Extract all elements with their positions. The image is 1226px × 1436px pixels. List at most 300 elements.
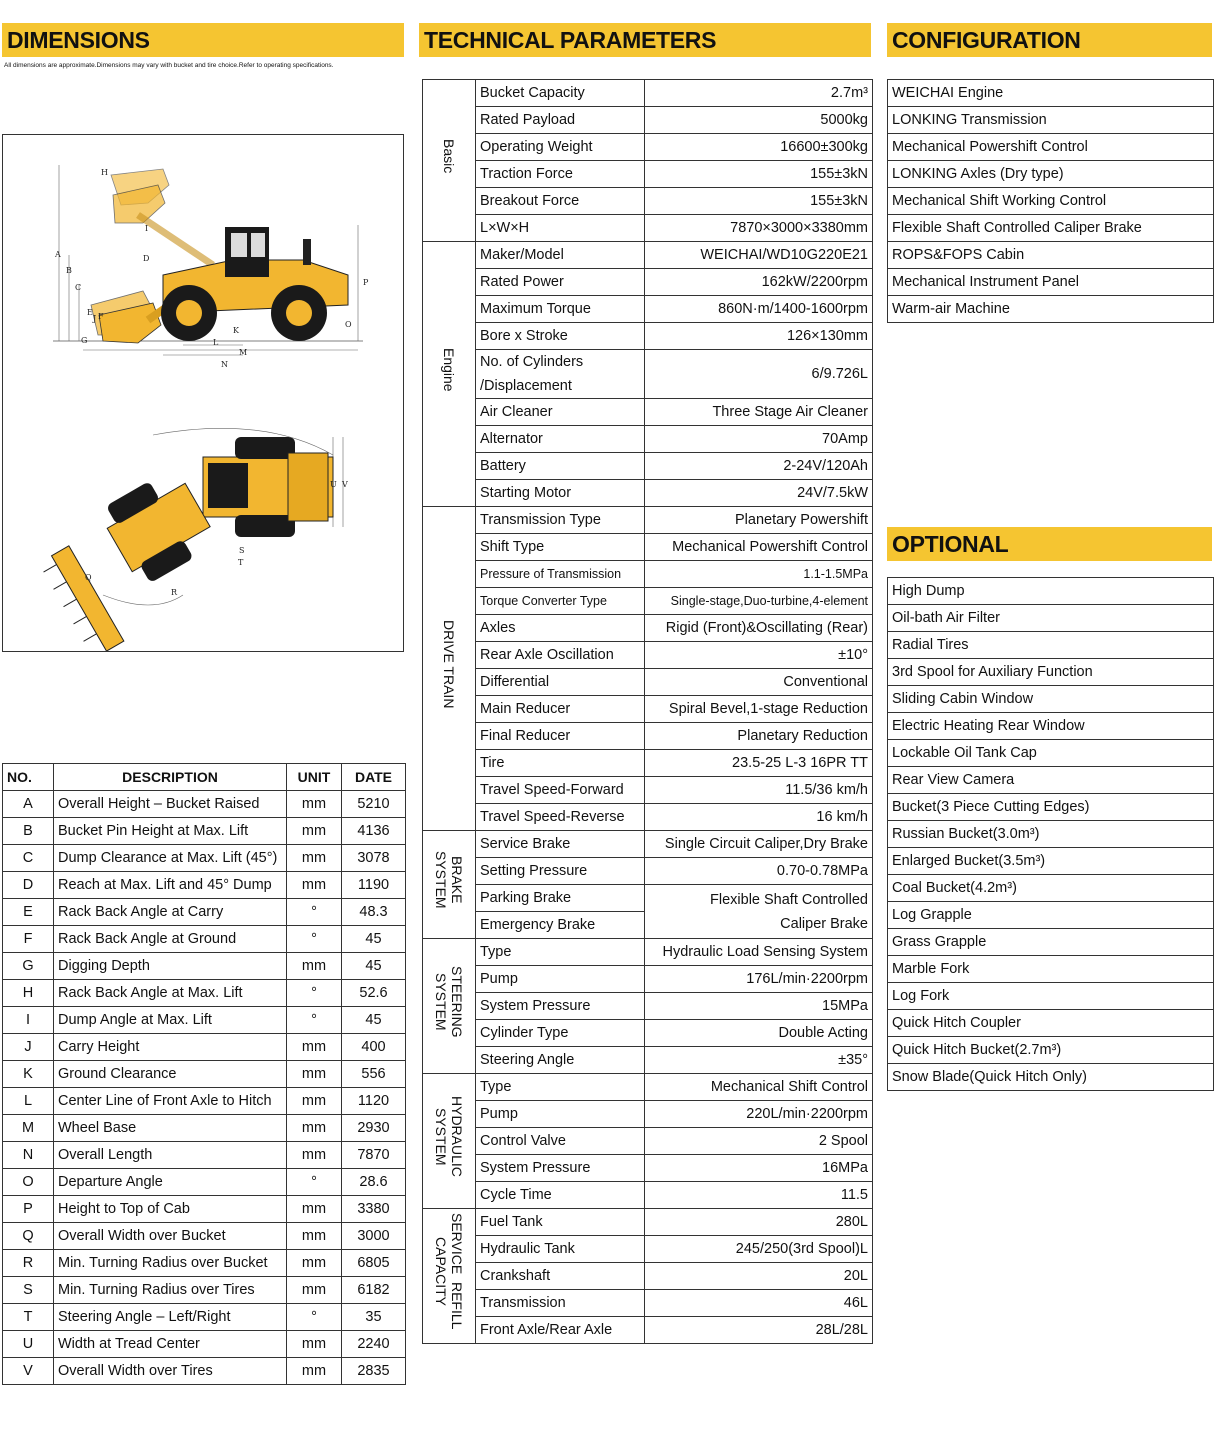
dimension-value: 1190 — [342, 872, 406, 899]
dimension-letter-s: S — [239, 546, 245, 555]
configuration-item: ROPS&FOPS Cabin — [888, 242, 1214, 269]
dimension-letter-h: H — [101, 168, 108, 177]
dimension-description: Rack Back Angle at Carry — [54, 899, 287, 926]
tech-row — [423, 1101, 873, 1128]
tech-group-name: STEERING SYSTEM — [433, 965, 465, 1038]
dimension-letter-n: N — [221, 360, 228, 369]
tech-param-name: Rated Payload — [476, 107, 645, 134]
optional-item: High Dump — [888, 578, 1214, 605]
tech-param-value: 20L — [645, 1263, 873, 1290]
tech-param-name: Rated Power — [476, 269, 645, 296]
dimension-code: J — [3, 1034, 54, 1061]
configuration-row — [888, 215, 1214, 242]
optional-row — [888, 983, 1214, 1010]
optional-row — [888, 659, 1214, 686]
dimension-row — [3, 980, 406, 1007]
dimension-code: L — [3, 1088, 54, 1115]
tech-param-value: 155±3kN — [645, 161, 873, 188]
dimension-row — [3, 1088, 406, 1115]
machine-diagram — [2, 134, 404, 652]
dimension-row — [3, 872, 406, 899]
dimension-unit: mm — [287, 953, 342, 980]
dimension-value: 3078 — [342, 845, 406, 872]
tech-param-name: Torque Converter Type — [476, 588, 645, 615]
tech-param-value: Planetary Reduction — [645, 723, 873, 750]
dimension-unit: mm — [287, 1277, 342, 1304]
tech-param-value: 1.1-1.5MPa — [645, 561, 873, 588]
tech-param-value: 15MPa — [645, 993, 873, 1020]
tech-param-name: Front Axle/Rear Axle — [476, 1317, 645, 1344]
dimension-value: 556 — [342, 1061, 406, 1088]
tech-param-name: Fuel Tank — [476, 1209, 645, 1236]
dimension-value: 6182 — [342, 1277, 406, 1304]
tech-param-name: System Pressure — [476, 993, 645, 1020]
tech-row — [423, 858, 873, 885]
tech-row — [423, 1317, 873, 1344]
column-no: NO. — [3, 764, 54, 791]
configuration-item: Flexible Shaft Controlled Caliper Brake — [888, 215, 1214, 242]
tech-param-name: Travel Speed-Reverse — [476, 804, 645, 831]
dimension-description: Dump Clearance at Max. Lift (45°) — [54, 845, 287, 872]
tech-row — [423, 323, 873, 350]
dimension-description: Overall Height – Bucket Raised — [54, 791, 287, 818]
tech-row — [423, 966, 873, 993]
tech-param-value: 860N·m/1400-1600rpm — [645, 296, 873, 323]
optional-row — [888, 929, 1214, 956]
tech-param-value: 220L/min·2200rpm — [645, 1101, 873, 1128]
dimension-value: 48.3 — [342, 899, 406, 926]
optional-item: Electric Heating Rear Window — [888, 713, 1214, 740]
configuration-row — [888, 269, 1214, 296]
dimension-unit: mm — [287, 1358, 342, 1385]
tech-group-name: HYDRAULIC SYSTEM — [433, 1096, 465, 1177]
tech-param-value: 2-24V/120Ah — [645, 453, 873, 480]
dimension-unit: ° — [287, 980, 342, 1007]
tech-param-value: 24V/7.5kW — [645, 480, 873, 507]
dimension-value: 3000 — [342, 1223, 406, 1250]
dimension-value: 45 — [342, 926, 406, 953]
optional-row — [888, 902, 1214, 929]
dimension-unit: ° — [287, 1304, 342, 1331]
dimension-row — [3, 926, 406, 953]
dimension-code: P — [3, 1196, 54, 1223]
tech-param-value: Planetary Powershift — [645, 507, 873, 534]
configuration-item: Mechanical Powershift Control — [888, 134, 1214, 161]
dimension-value: 35 — [342, 1304, 406, 1331]
configuration-row — [888, 296, 1214, 323]
tech-row — [423, 1155, 873, 1182]
tech-row — [423, 993, 873, 1020]
side-view — [53, 165, 363, 355]
dimension-row — [3, 791, 406, 818]
dimensions-note: All dimensions are approximate.Dimensions may vary with bucket and tire choice.Refer to operating specifications. — [4, 62, 334, 69]
dimension-value: 2835 — [342, 1358, 406, 1385]
tech-param-name: Pump — [476, 1101, 645, 1128]
top-view — [39, 428, 343, 652]
dimension-row — [3, 1277, 406, 1304]
dimension-code: E — [3, 899, 54, 926]
tech-param-value: ±10° — [645, 642, 873, 669]
tech-row — [423, 1020, 873, 1047]
dimension-description: Rack Back Angle at Max. Lift — [54, 980, 287, 1007]
dimension-letter-b: B — [66, 266, 72, 275]
tech-param-value: 245/250(3rd Spool)L — [645, 1236, 873, 1263]
tech-param-value: 70Amp — [645, 426, 873, 453]
tech-group-name: Basic — [441, 138, 457, 174]
dimension-description: Overall Width over Bucket — [54, 1223, 287, 1250]
optional-row — [888, 1037, 1214, 1064]
dimension-value: 1120 — [342, 1088, 406, 1115]
dimension-letter-r: R — [171, 588, 178, 597]
optional-item: Rear View Camera — [888, 767, 1214, 794]
dimension-description: Dump Angle at Max. Lift — [54, 1007, 287, 1034]
dimension-row — [3, 818, 406, 845]
dimension-letter-i: I — [145, 224, 149, 233]
tech-param-name: Battery — [476, 453, 645, 480]
dimension-code: Q — [3, 1223, 54, 1250]
tech-param-value: 0.70-0.78MPa — [645, 858, 873, 885]
dimension-unit: mm — [287, 872, 342, 899]
dimensions-table — [2, 763, 406, 1385]
dimension-description: Overall Length — [54, 1142, 287, 1169]
tech-param-name: Differential — [476, 669, 645, 696]
dimension-row — [3, 1358, 406, 1385]
tech-param-value: ±35° — [645, 1047, 873, 1074]
dimension-code: O — [3, 1169, 54, 1196]
tech-param-value: 11.5/36 km/h — [645, 777, 873, 804]
optional-row — [888, 1010, 1214, 1037]
tech-group-label — [423, 831, 476, 939]
dimension-unit: mm — [287, 845, 342, 872]
dimension-value: 45 — [342, 1007, 406, 1034]
optional-row — [888, 578, 1214, 605]
tech-row — [423, 269, 873, 296]
tech-param-value: 16600±300kg — [645, 134, 873, 161]
optional-item: Lockable Oil Tank Cap — [888, 740, 1214, 767]
configuration-table — [887, 79, 1214, 323]
tech-group-label — [423, 80, 476, 242]
dimension-description: Min. Turning Radius over Tires — [54, 1277, 287, 1304]
tech-param-name: Rear Axle Oscillation — [476, 642, 645, 669]
dimension-letter-d: D — [143, 254, 150, 263]
dimension-description: Center Line of Front Axle to Hitch — [54, 1088, 287, 1115]
configuration-item: LONKING Axles (Dry type) — [888, 161, 1214, 188]
dimension-description: Width at Tread Center — [54, 1331, 287, 1358]
tech-row — [423, 1236, 873, 1263]
tech-row — [423, 296, 873, 323]
tech-row — [423, 507, 873, 534]
tech-param-name: No. of Cylinders /Displacement — [476, 350, 645, 399]
tech-param-value: Flexible Shaft Controlled Caliper Brake — [645, 885, 873, 939]
tech-param-name: Bucket Capacity — [476, 80, 645, 107]
tech-param-name: Starting Motor — [476, 480, 645, 507]
tech-row — [423, 1263, 873, 1290]
optional-item: Radial Tires — [888, 632, 1214, 659]
optional-item: Enlarged Bucket(3.5m³) — [888, 848, 1214, 875]
tech-row — [423, 642, 873, 669]
tech-group-label — [423, 939, 476, 1074]
optional-item: Russian Bucket(3.0m³) — [888, 821, 1214, 848]
dimension-description: Carry Height — [54, 1034, 287, 1061]
dimension-letter-q: Q — [85, 573, 92, 582]
technical-header — [419, 23, 871, 57]
dimension-code: T — [3, 1304, 54, 1331]
configuration-row — [888, 107, 1214, 134]
tech-row — [423, 831, 873, 858]
tech-row — [423, 804, 873, 831]
configuration-item: Mechanical Shift Working Control — [888, 188, 1214, 215]
dimension-row — [3, 899, 406, 926]
dimension-description: Min. Turning Radius over Bucket — [54, 1250, 287, 1277]
tech-row — [423, 453, 873, 480]
dimension-letter-c: C — [75, 283, 82, 292]
tech-param-name: Traction Force — [476, 161, 645, 188]
tech-row — [423, 188, 873, 215]
dimension-unit: mm — [287, 1034, 342, 1061]
dimension-row — [3, 845, 406, 872]
dimension-value: 3380 — [342, 1196, 406, 1223]
dimension-row — [3, 1169, 406, 1196]
tech-param-value: 126×130mm — [645, 323, 873, 350]
dimension-row — [3, 1331, 406, 1358]
optional-item: Quick Hitch Bucket(2.7m³) — [888, 1037, 1214, 1064]
tech-param-name: Alternator — [476, 426, 645, 453]
dimension-unit: mm — [287, 1250, 342, 1277]
tech-param-name: Crankshaft — [476, 1263, 645, 1290]
dimension-letter-k: K — [233, 326, 239, 335]
dimension-letter-p: P — [363, 278, 369, 287]
dimension-letter-m: M — [239, 348, 248, 357]
tech-param-name: Shift Type — [476, 534, 645, 561]
tech-param-name: System Pressure — [476, 1155, 645, 1182]
dimension-row — [3, 953, 406, 980]
dimension-value: 4136 — [342, 818, 406, 845]
tech-row — [423, 750, 873, 777]
tech-param-name: Parking Brake — [476, 885, 645, 912]
tech-row — [423, 534, 873, 561]
tech-param-value: Double Acting — [645, 1020, 873, 1047]
tech-param-name: Maximum Torque — [476, 296, 645, 323]
dimension-row — [3, 1061, 406, 1088]
tech-group-name: DRIVE TRAIN — [441, 619, 457, 709]
dimension-value: 45 — [342, 953, 406, 980]
dimension-row — [3, 1223, 406, 1250]
tech-param-name: Transmission — [476, 1290, 645, 1317]
dimension-letter-g: G — [81, 336, 88, 345]
tech-param-name: Emergency Brake — [476, 912, 645, 939]
tech-row — [423, 215, 873, 242]
tech-param-name: Steering Angle — [476, 1047, 645, 1074]
optional-item: Oil-bath Air Filter — [888, 605, 1214, 632]
optional-title: OPTIONAL — [892, 531, 1009, 557]
tech-param-name: Tire — [476, 750, 645, 777]
configuration-item: Warm-air Machine — [888, 296, 1214, 323]
optional-item: Grass Grapple — [888, 929, 1214, 956]
tech-row — [423, 426, 873, 453]
tech-param-name: Travel Speed-Forward — [476, 777, 645, 804]
tech-row — [423, 161, 873, 188]
dimension-row — [3, 1304, 406, 1331]
dimension-row — [3, 1142, 406, 1169]
optional-item: Snow Blade(Quick Hitch Only) — [888, 1064, 1214, 1091]
tech-param-name: Cylinder Type — [476, 1020, 645, 1047]
tech-param-name: Breakout Force — [476, 188, 645, 215]
configuration-item: LONKING Transmission — [888, 107, 1214, 134]
dimension-unit: mm — [287, 1331, 342, 1358]
dimension-row — [3, 1196, 406, 1223]
tech-param-name: Main Reducer — [476, 696, 645, 723]
optional-row — [888, 713, 1214, 740]
dimension-letter-v: V — [342, 480, 348, 489]
column-unit: UNIT — [287, 764, 342, 791]
optional-row — [888, 767, 1214, 794]
optional-row — [888, 740, 1214, 767]
optional-row — [888, 875, 1214, 902]
optional-row — [888, 848, 1214, 875]
tech-param-value: 16MPa — [645, 1155, 873, 1182]
dimension-description: Steering Angle – Left/Right — [54, 1304, 287, 1331]
dimension-code: A — [3, 791, 54, 818]
dimension-description: Reach at Max. Lift and 45° Dump — [54, 872, 287, 899]
dimension-code: R — [3, 1250, 54, 1277]
dimension-value: 2240 — [342, 1331, 406, 1358]
dimension-letter-l: L — [213, 338, 219, 347]
dimension-unit: mm — [287, 1223, 342, 1250]
tech-row — [423, 1290, 873, 1317]
dimension-unit: mm — [287, 1115, 342, 1142]
tech-param-name: Transmission Type — [476, 507, 645, 534]
tech-row — [423, 723, 873, 750]
tech-param-name: Cycle Time — [476, 1182, 645, 1209]
tech-row — [423, 615, 873, 642]
tech-param-value: Hydraulic Load Sensing System — [645, 939, 873, 966]
tech-param-name: Service Brake — [476, 831, 645, 858]
tech-param-value: Mechanical Powershift Control — [645, 534, 873, 561]
tech-param-value: 162kW/2200rpm — [645, 269, 873, 296]
tech-param-value: 2.7m³ — [645, 80, 873, 107]
optional-row — [888, 794, 1214, 821]
dimension-row — [3, 1250, 406, 1277]
configuration-item: Mechanical Instrument Panel — [888, 269, 1214, 296]
dimension-description: Departure Angle — [54, 1169, 287, 1196]
dimension-code: S — [3, 1277, 54, 1304]
tech-param-value: 176L/min·2200rpm — [645, 966, 873, 993]
tech-param-value: WEICHAI/WD10G220E21 — [645, 242, 873, 269]
tech-row — [423, 561, 873, 588]
tech-param-value: 16 km/h — [645, 804, 873, 831]
tech-group-name: Engine — [441, 347, 457, 392]
dimension-code: B — [3, 818, 54, 845]
tech-param-name: Final Reducer — [476, 723, 645, 750]
dimension-code: C — [3, 845, 54, 872]
dimension-row — [3, 1007, 406, 1034]
configuration-row — [888, 242, 1214, 269]
dimension-code: V — [3, 1358, 54, 1385]
tech-param-value: Rigid (Front)&Oscillating (Rear) — [645, 615, 873, 642]
dimension-letter-o: O — [345, 320, 352, 329]
tech-param-value: 7870×3000×3380mm — [645, 215, 873, 242]
tech-param-value: Conventional — [645, 669, 873, 696]
tech-row — [423, 696, 873, 723]
dimension-value: 52.6 — [342, 980, 406, 1007]
configuration-row — [888, 134, 1214, 161]
dimension-letter-u: U — [330, 480, 337, 489]
dimension-value: 5210 — [342, 791, 406, 818]
dimension-unit: ° — [287, 1169, 342, 1196]
tech-param-name: Bore x Stroke — [476, 323, 645, 350]
optional-row — [888, 956, 1214, 983]
tech-group-label — [423, 242, 476, 507]
optional-item: Log Fork — [888, 983, 1214, 1010]
dimension-unit: mm — [287, 1061, 342, 1088]
column-description: DESCRIPTION — [54, 764, 287, 791]
tech-param-value: 2 Spool — [645, 1128, 873, 1155]
tech-row — [423, 669, 873, 696]
tech-row — [423, 1182, 873, 1209]
dimension-code: U — [3, 1331, 54, 1358]
dimension-value: 2930 — [342, 1115, 406, 1142]
dimension-value: 400 — [342, 1034, 406, 1061]
tech-row — [423, 1209, 873, 1236]
tech-param-value: Spiral Bevel,1-stage Reduction — [645, 696, 873, 723]
dimension-description: Overall Width over Tires — [54, 1358, 287, 1385]
tech-row — [423, 350, 873, 399]
dimension-description: Ground Clearance — [54, 1061, 287, 1088]
dimension-description: Bucket Pin Height at Max. Lift — [54, 818, 287, 845]
tech-row — [423, 480, 873, 507]
technical-parameters-table — [422, 79, 873, 1344]
tech-param-value: 280L — [645, 1209, 873, 1236]
tech-group-name: SERVICE REFILL CAPACITY — [433, 1213, 465, 1330]
dimension-description: Rack Back Angle at Ground — [54, 926, 287, 953]
column-value: DATE — [342, 764, 406, 791]
technical-title: TECHNICAL PARAMETERS — [424, 27, 717, 53]
dimension-value: 6805 — [342, 1250, 406, 1277]
configuration-row — [888, 80, 1214, 107]
dimension-code: I — [3, 1007, 54, 1034]
dimensions-header — [2, 23, 404, 57]
dimension-letter-e: E — [87, 308, 93, 317]
optional-header — [887, 527, 1212, 561]
tech-row — [423, 939, 873, 966]
dimension-letter-f: F — [98, 312, 104, 321]
configuration-row — [888, 161, 1214, 188]
tech-row — [423, 885, 873, 912]
dimension-description: Wheel Base — [54, 1115, 287, 1142]
tech-row — [423, 777, 873, 804]
dimension-row — [3, 1115, 406, 1142]
optional-row — [888, 686, 1214, 713]
dimension-unit: mm — [287, 1088, 342, 1115]
optional-row — [888, 1064, 1214, 1091]
dimension-unit: mm — [287, 1142, 342, 1169]
tech-param-name: Type — [476, 939, 645, 966]
tech-param-name: Operating Weight — [476, 134, 645, 161]
tech-param-value: Single-stage,Duo-turbine,4-element — [645, 588, 873, 615]
dimension-code: H — [3, 980, 54, 1007]
tech-param-name: Maker/Model — [476, 242, 645, 269]
tech-row — [423, 134, 873, 161]
optional-item: Sliding Cabin Window — [888, 686, 1214, 713]
tech-param-value: 6/9.726L — [645, 350, 873, 399]
tech-param-name: Pump — [476, 966, 645, 993]
tech-row — [423, 399, 873, 426]
optional-row — [888, 821, 1214, 848]
optional-table — [887, 577, 1214, 1091]
dimensions-title: DIMENSIONS — [7, 27, 150, 53]
tech-param-value: 23.5-25 L-3 16PR TT — [645, 750, 873, 777]
dimension-code: F — [3, 926, 54, 953]
